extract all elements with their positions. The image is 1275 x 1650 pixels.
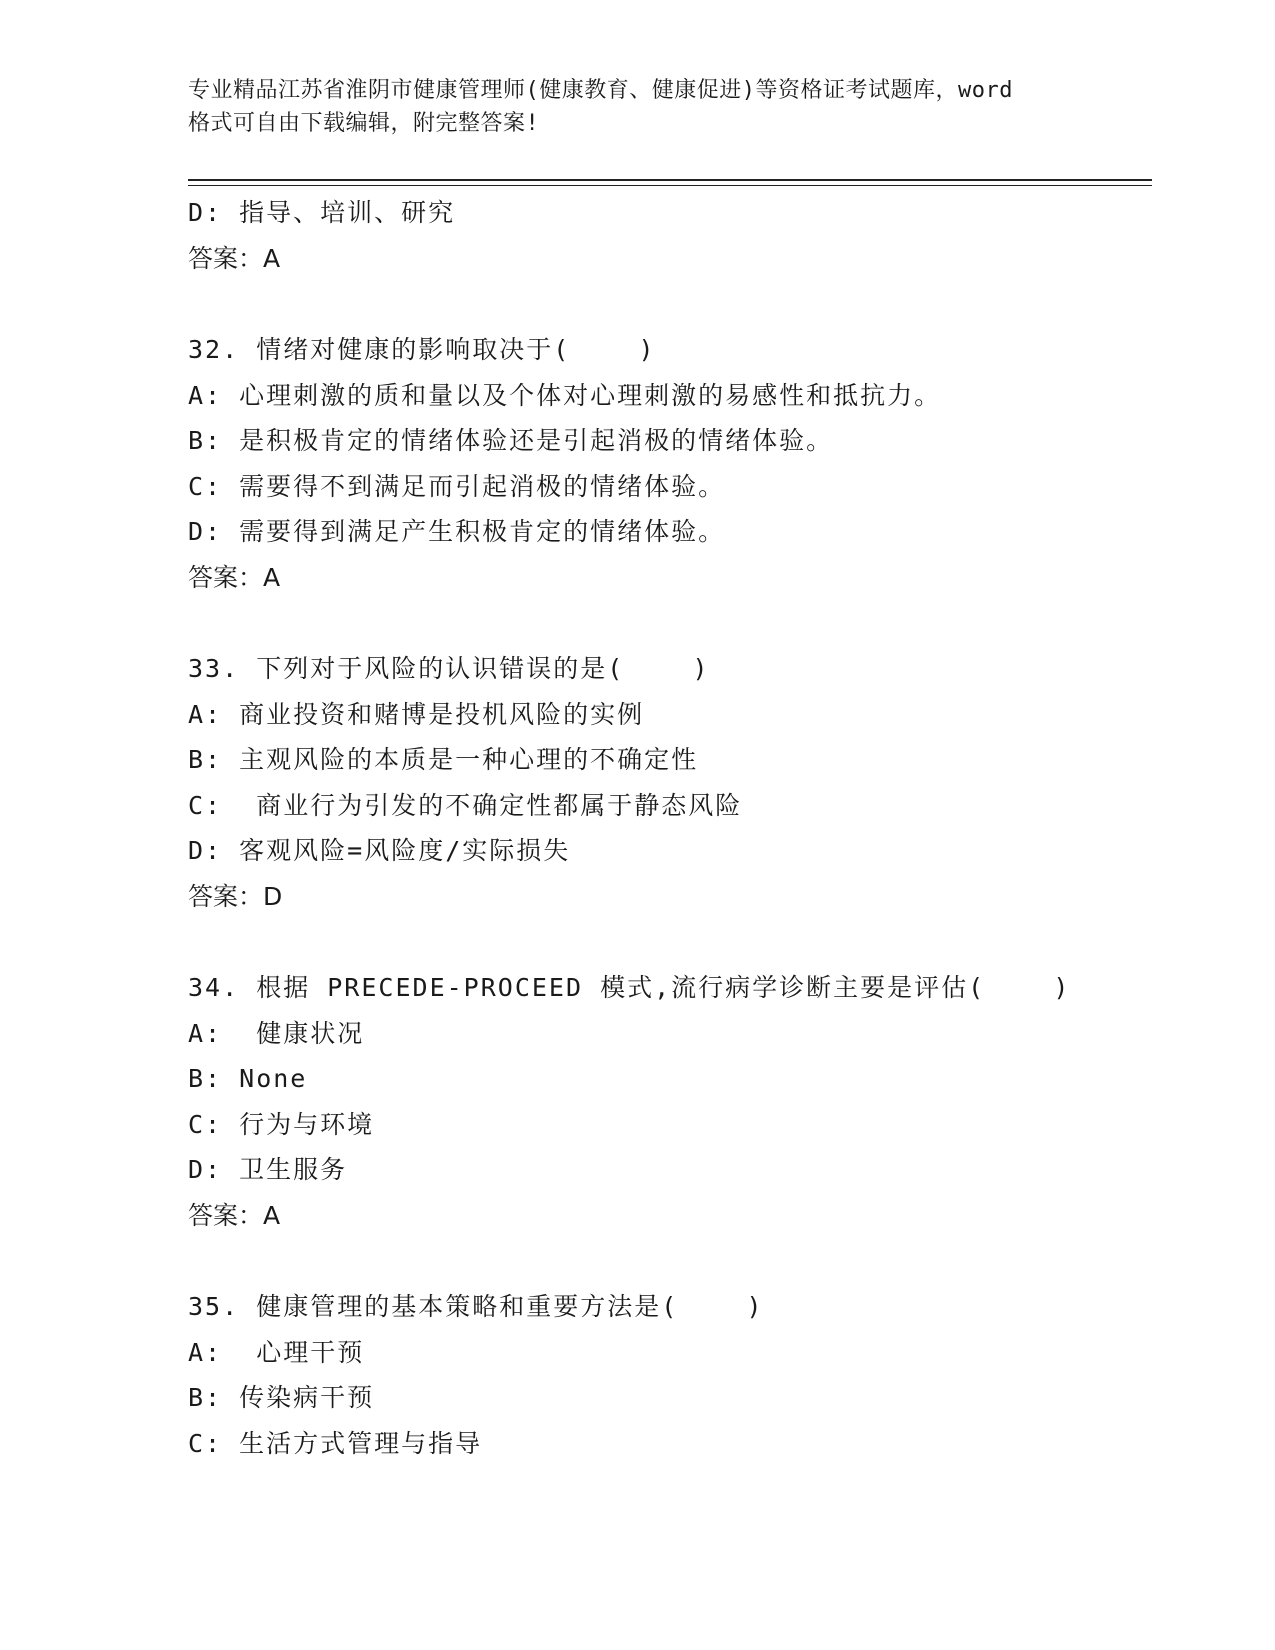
option-a: A: 心理刺激的质和量以及个体对心理刺激的易感性和抵抗力。: [188, 380, 942, 410]
answer-line: 答案：A: [188, 243, 281, 273]
option-a: A: 健康状况: [188, 1018, 365, 1048]
header-divider-thin: [188, 185, 1152, 186]
option-b: B: 是积极肯定的情绪体验还是引起消极的情绪体验。: [188, 426, 834, 455]
question-list: [188, 190, 1148, 1466]
question-stem: 33. 下列对于风险的认识错误的是( ): [188, 654, 710, 683]
option-b: B: 传染病干预: [188, 1383, 375, 1412]
answer-line: 答案：A: [188, 562, 281, 592]
header-line-2: 格式可自由下载编辑，附完整答案!: [188, 111, 540, 136]
option-b: B: None: [188, 1064, 308, 1093]
question-stem: 32. 情绪对健康的影响取决于( ): [188, 335, 656, 364]
header-line-1: 专业精品江苏省淮阴市健康管理师(健康教育、健康促进)等资格证考试题库，word: [188, 78, 1013, 103]
answer-line: 答案：D: [188, 881, 283, 911]
answer-line: 答案：A: [188, 1200, 281, 1230]
option-b: B: 主观风险的本质是一种心理的不确定性: [188, 745, 699, 774]
spacer: [188, 281, 1148, 327]
option-d: D: 需要得到满足产生积极肯定的情绪体验。: [188, 517, 726, 546]
spacer: [188, 919, 1148, 965]
option-a: A: 商业投资和赌博是投机风险的实例: [188, 699, 645, 729]
spacer: [188, 600, 1148, 646]
option-d: D: 客观风险=风险度/实际损失: [188, 836, 571, 865]
option-a: A: 心理干预: [188, 1337, 365, 1367]
header-divider-thick: [188, 179, 1152, 181]
document-header: [188, 74, 1098, 140]
option-d: D: 卫生服务: [188, 1155, 348, 1184]
option-c: C: 行为与环境: [188, 1109, 375, 1139]
option-d: D: 指导、培训、研究: [188, 198, 456, 227]
option-c: C: 商业行为引发的不确定性都属于静态风险: [188, 790, 743, 820]
question-stem: 34. 根据 PRECEDE-PROCEED 模式,流行病学诊断主要是评估( ): [188, 973, 1071, 1002]
question-stem: 35. 健康管理的基本策略和重要方法是( ): [188, 1292, 764, 1321]
option-c: C: 需要得不到满足而引起消极的情绪体验。: [188, 471, 726, 501]
option-c: C: 生活方式管理与指导: [188, 1428, 483, 1458]
spacer: [188, 1238, 1148, 1284]
